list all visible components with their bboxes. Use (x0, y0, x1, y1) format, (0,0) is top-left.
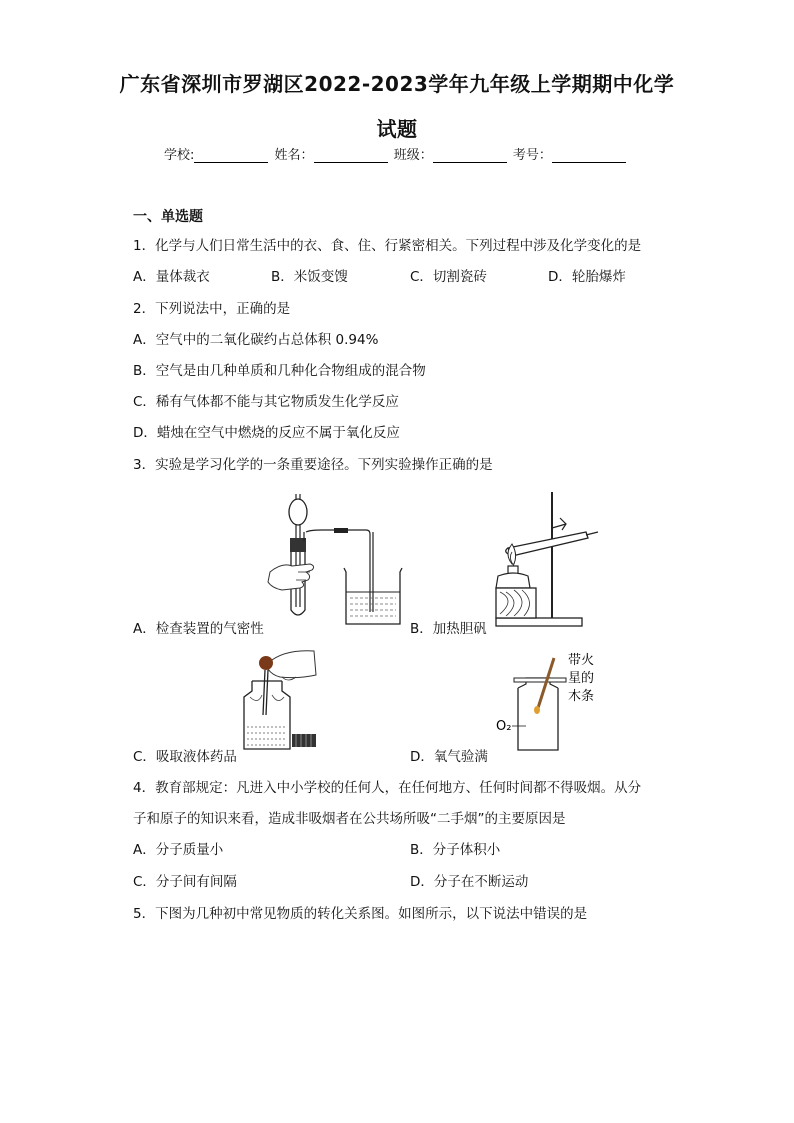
q2-option-a[interactable]: A．空气中的二氧化碳约占总体积 0.94% (133, 332, 379, 348)
exam-no-blank[interactable] (552, 148, 626, 163)
page-title-line2: 试题 (376, 117, 418, 141)
q2-option-b[interactable]: B．空气是由几种单质和几种化合物组成的混合物 (133, 363, 426, 379)
name-blank[interactable] (314, 148, 388, 163)
section-heading: 一、单选题 (133, 209, 203, 225)
class-blank[interactable] (433, 148, 507, 163)
q1-option-b[interactable]: B．米饭变馊 (271, 269, 348, 285)
q1-option-a[interactable]: A．量体裁衣 (133, 269, 210, 285)
splint-label-1: 带火 (568, 653, 595, 668)
q5-stem: 5．下图为几种初中常见物质的转化关系图。如图所示，以下说法中错误的是 (133, 906, 588, 922)
q3-option-a[interactable]: A．检查装置的气密性 (133, 621, 264, 637)
figure-stopper-on-table (290, 730, 320, 750)
exam-no-label: 考号： (512, 148, 552, 163)
figure-heating-chemical (486, 488, 606, 630)
q3-stem: 3．实验是学习化学的一条重要途径。下列实验操作正确的是 (133, 457, 493, 473)
q4-stem-line2: 子和原子的知识来看，造成非吸烟者在公共场所吸“二手烟”的主要原因是 (133, 811, 566, 827)
splint-label-2: 星的 (568, 671, 595, 686)
figure-oxygen-check (490, 650, 620, 754)
q4-option-c[interactable]: C．分子间有间隔 (133, 874, 237, 890)
q4-option-b[interactable]: B．分子体积小 (410, 842, 501, 858)
q2-stem: 2．下列说法中，正确的是 (133, 301, 291, 317)
q4-stem-line1: 4．教育部规定：凡进入中小学校的任何人，在任何地方、任何时间都不得吸烟。从分 (133, 780, 642, 796)
figure-airtightness-check (262, 492, 412, 630)
school-label: 学校: (164, 148, 195, 163)
q3-option-b[interactable]: B．加热胆矾 (410, 621, 487, 637)
page-title-line1: 广东省深圳市罗湖区2022-2023学年九年级上学期期中化学 (119, 72, 675, 96)
q1-option-d[interactable]: D．轮胎爆炸 (548, 269, 626, 285)
q2-option-d[interactable]: D．蜡烛在空气中燃烧的反应不属于氧化反应 (133, 425, 400, 441)
q4-option-a[interactable]: A．分子质量小 (133, 842, 224, 858)
name-label: 姓名： (274, 148, 314, 163)
q3-option-c[interactable]: C．吸取液体药品 (133, 749, 237, 765)
o2-label: O₂ (496, 719, 512, 734)
student-info-row (164, 144, 628, 163)
class-label: 班级： (393, 148, 433, 163)
splint-label-3: 木条 (568, 689, 595, 704)
q1-option-c[interactable]: C．切割瓷砖 (410, 269, 487, 285)
q1-stem: 1．化学与人们日常生活中的衣、食、住、行紧密相关。下列过程中涉及化学变化的是 (133, 238, 642, 254)
q3-option-d[interactable]: D．氧气验满 (410, 749, 488, 765)
school-blank[interactable] (194, 148, 268, 163)
q4-option-d[interactable]: D．分子在不断运动 (410, 874, 529, 890)
q2-option-c[interactable]: C．稀有气体都不能与其它物质发生化学反应 (133, 394, 399, 410)
